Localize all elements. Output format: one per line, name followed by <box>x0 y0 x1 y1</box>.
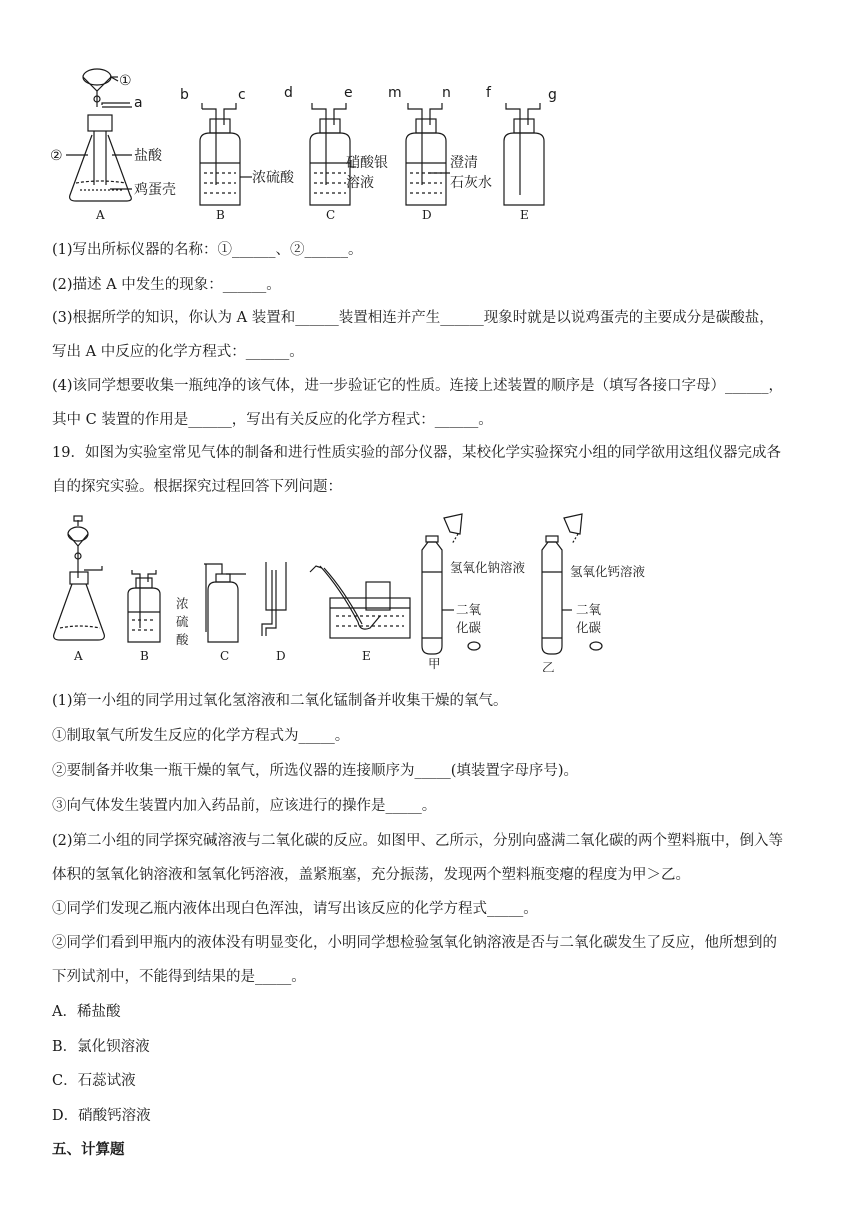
label-co2-jia-1: 二氧 <box>456 602 482 617</box>
caption-A: A <box>96 208 105 222</box>
label-nong: 浓 <box>176 596 189 611</box>
option-b: B．氯化钡溶液 <box>52 1039 150 1055</box>
label-eggshell: 鸡蛋壳 <box>134 182 176 198</box>
section-heading: 五、计算题 <box>52 1141 125 1158</box>
caption-E: E <box>520 208 529 222</box>
q18-line-3: (3)根据所学的知识，你认为 A 装置和______装置相连并产生______现象时就是以说鸡蛋壳的主要成分是碳酸盐， <box>52 310 774 326</box>
fig2-caption-A: A <box>74 649 83 663</box>
caption-B: B <box>216 208 225 222</box>
option-a: A．稀盐酸 <box>52 1004 121 1020</box>
q19-line-9: 下列试剂中，不能得到结果的是_____。 <box>52 969 306 985</box>
apparatus-figure-1 <box>40 55 580 225</box>
caption-D: D <box>422 208 432 222</box>
q19-line-4: ③向气体发生装置内加入药品前，应该进行的操作是_____。 <box>52 798 437 814</box>
callout-1: ① <box>119 73 132 89</box>
port-label-g: g <box>548 87 557 103</box>
q19-intro-line-2: 自的探究实验。根据探究过程回答下列问题： <box>52 479 342 495</box>
port-label-c: c <box>238 87 246 103</box>
label-liu: 硫 <box>176 614 189 629</box>
label-silver-nitrate-1: 硝酸银 <box>346 155 388 171</box>
port-label-b: b <box>180 87 189 103</box>
fig2-caption-yi: 乙 <box>542 660 555 672</box>
label-limewater-1: 澄清 <box>450 155 478 171</box>
q19-line-7: ①同学们发现乙瓶内液体出现白色浑浊，请写出该反应的化学方程式_____。 <box>52 901 538 917</box>
label-co2-yi-1: 二氧 <box>576 602 602 617</box>
label-co2-yi-2: 化碳 <box>576 620 602 635</box>
port-label-f: f <box>486 85 491 101</box>
q19-line-3: ②要制备并收集一瓶干燥的氧气，所选仪器的连接顺序为_____(填装置字母序号)。 <box>52 763 579 779</box>
q19-line-2: ①制取氧气所发生反应的化学方程式为_____。 <box>52 728 350 744</box>
label-co2-jia-2: 化碳 <box>456 620 482 635</box>
fig2-caption-C: C <box>220 649 230 663</box>
fig2-caption-B: B <box>140 649 149 663</box>
option-c: C．石蕊试液 <box>52 1073 136 1089</box>
fig2-caption-jia: 甲 <box>428 656 441 671</box>
q19-line-6: 体积的氢氧化钠溶液和氢氧化钙溶液，盖紧瓶塞，充分振荡，发现两个塑料瓶变瘪的程度为甲＞乙。 <box>52 867 690 883</box>
label-naoh-solution: 氢氧化钠溶液 <box>450 560 526 575</box>
callout-2: ② <box>50 148 63 164</box>
fig2-caption-D: D <box>276 649 286 663</box>
q18-line-2: (2)描述 A 中发生的现象：______。 <box>52 277 281 293</box>
q19-intro-line-1: 19．如图为实验室常见气体的制备和进行性质实验的部分仪器，某校化学实验探究小组的同学欲用这组仪器完成各 <box>52 445 781 461</box>
q18-line-5: (4)该同学想要收集一瓶纯净的该气体，进一步验证它的性质。连接上述装置的顺序是（填写各接口字母）______， <box>52 378 784 394</box>
label-limewater-2: 石灰水 <box>450 175 492 191</box>
port-label-d: d <box>284 85 293 101</box>
fig2-caption-E: E <box>362 649 371 663</box>
q18-line-1: (1)写出所标仪器的名称：①______、②______。 <box>52 242 363 258</box>
port-label-n: n <box>442 85 451 101</box>
label-silver-nitrate-2: 溶液 <box>346 175 374 191</box>
caption-C: C <box>326 208 336 222</box>
label-conc-sulfuric-acid: 浓硫酸 <box>252 170 294 186</box>
q19-line-5: (2)第二小组的同学探究碱溶液与二氧化碳的反应。如图甲、乙所示，分别向盛满二氧化碳的两个塑料瓶中，倒入等 <box>52 833 784 849</box>
label-hydrochloric-acid: 盐酸 <box>134 148 162 164</box>
port-label-m: m <box>388 85 402 101</box>
q19-line-1: (1)第一小组的同学用过氧化氢溶液和二氧化锰制备并收集干燥的氧气。 <box>52 693 508 709</box>
option-d: D．硝酸钙溶液 <box>52 1108 151 1124</box>
port-label-e: e <box>344 85 353 101</box>
q18-line-4: 写出 A 中反应的化学方程式：______。 <box>52 344 304 360</box>
label-suan: 酸 <box>176 632 189 647</box>
label-caoh2-solution: 氢氧化钙溶液 <box>570 564 646 579</box>
apparatus-figure-2 <box>40 512 660 672</box>
q18-line-6: 其中 C 装置的作用是______，写出有关反应的化学方程式：______。 <box>52 412 493 428</box>
port-label-a: a <box>134 95 143 111</box>
q19-line-8: ②同学们看到甲瓶内的液体没有明显变化，小明同学想检验氢氧化钠溶液是否与二氧化碳发生了反应，他所想到的 <box>52 935 777 951</box>
